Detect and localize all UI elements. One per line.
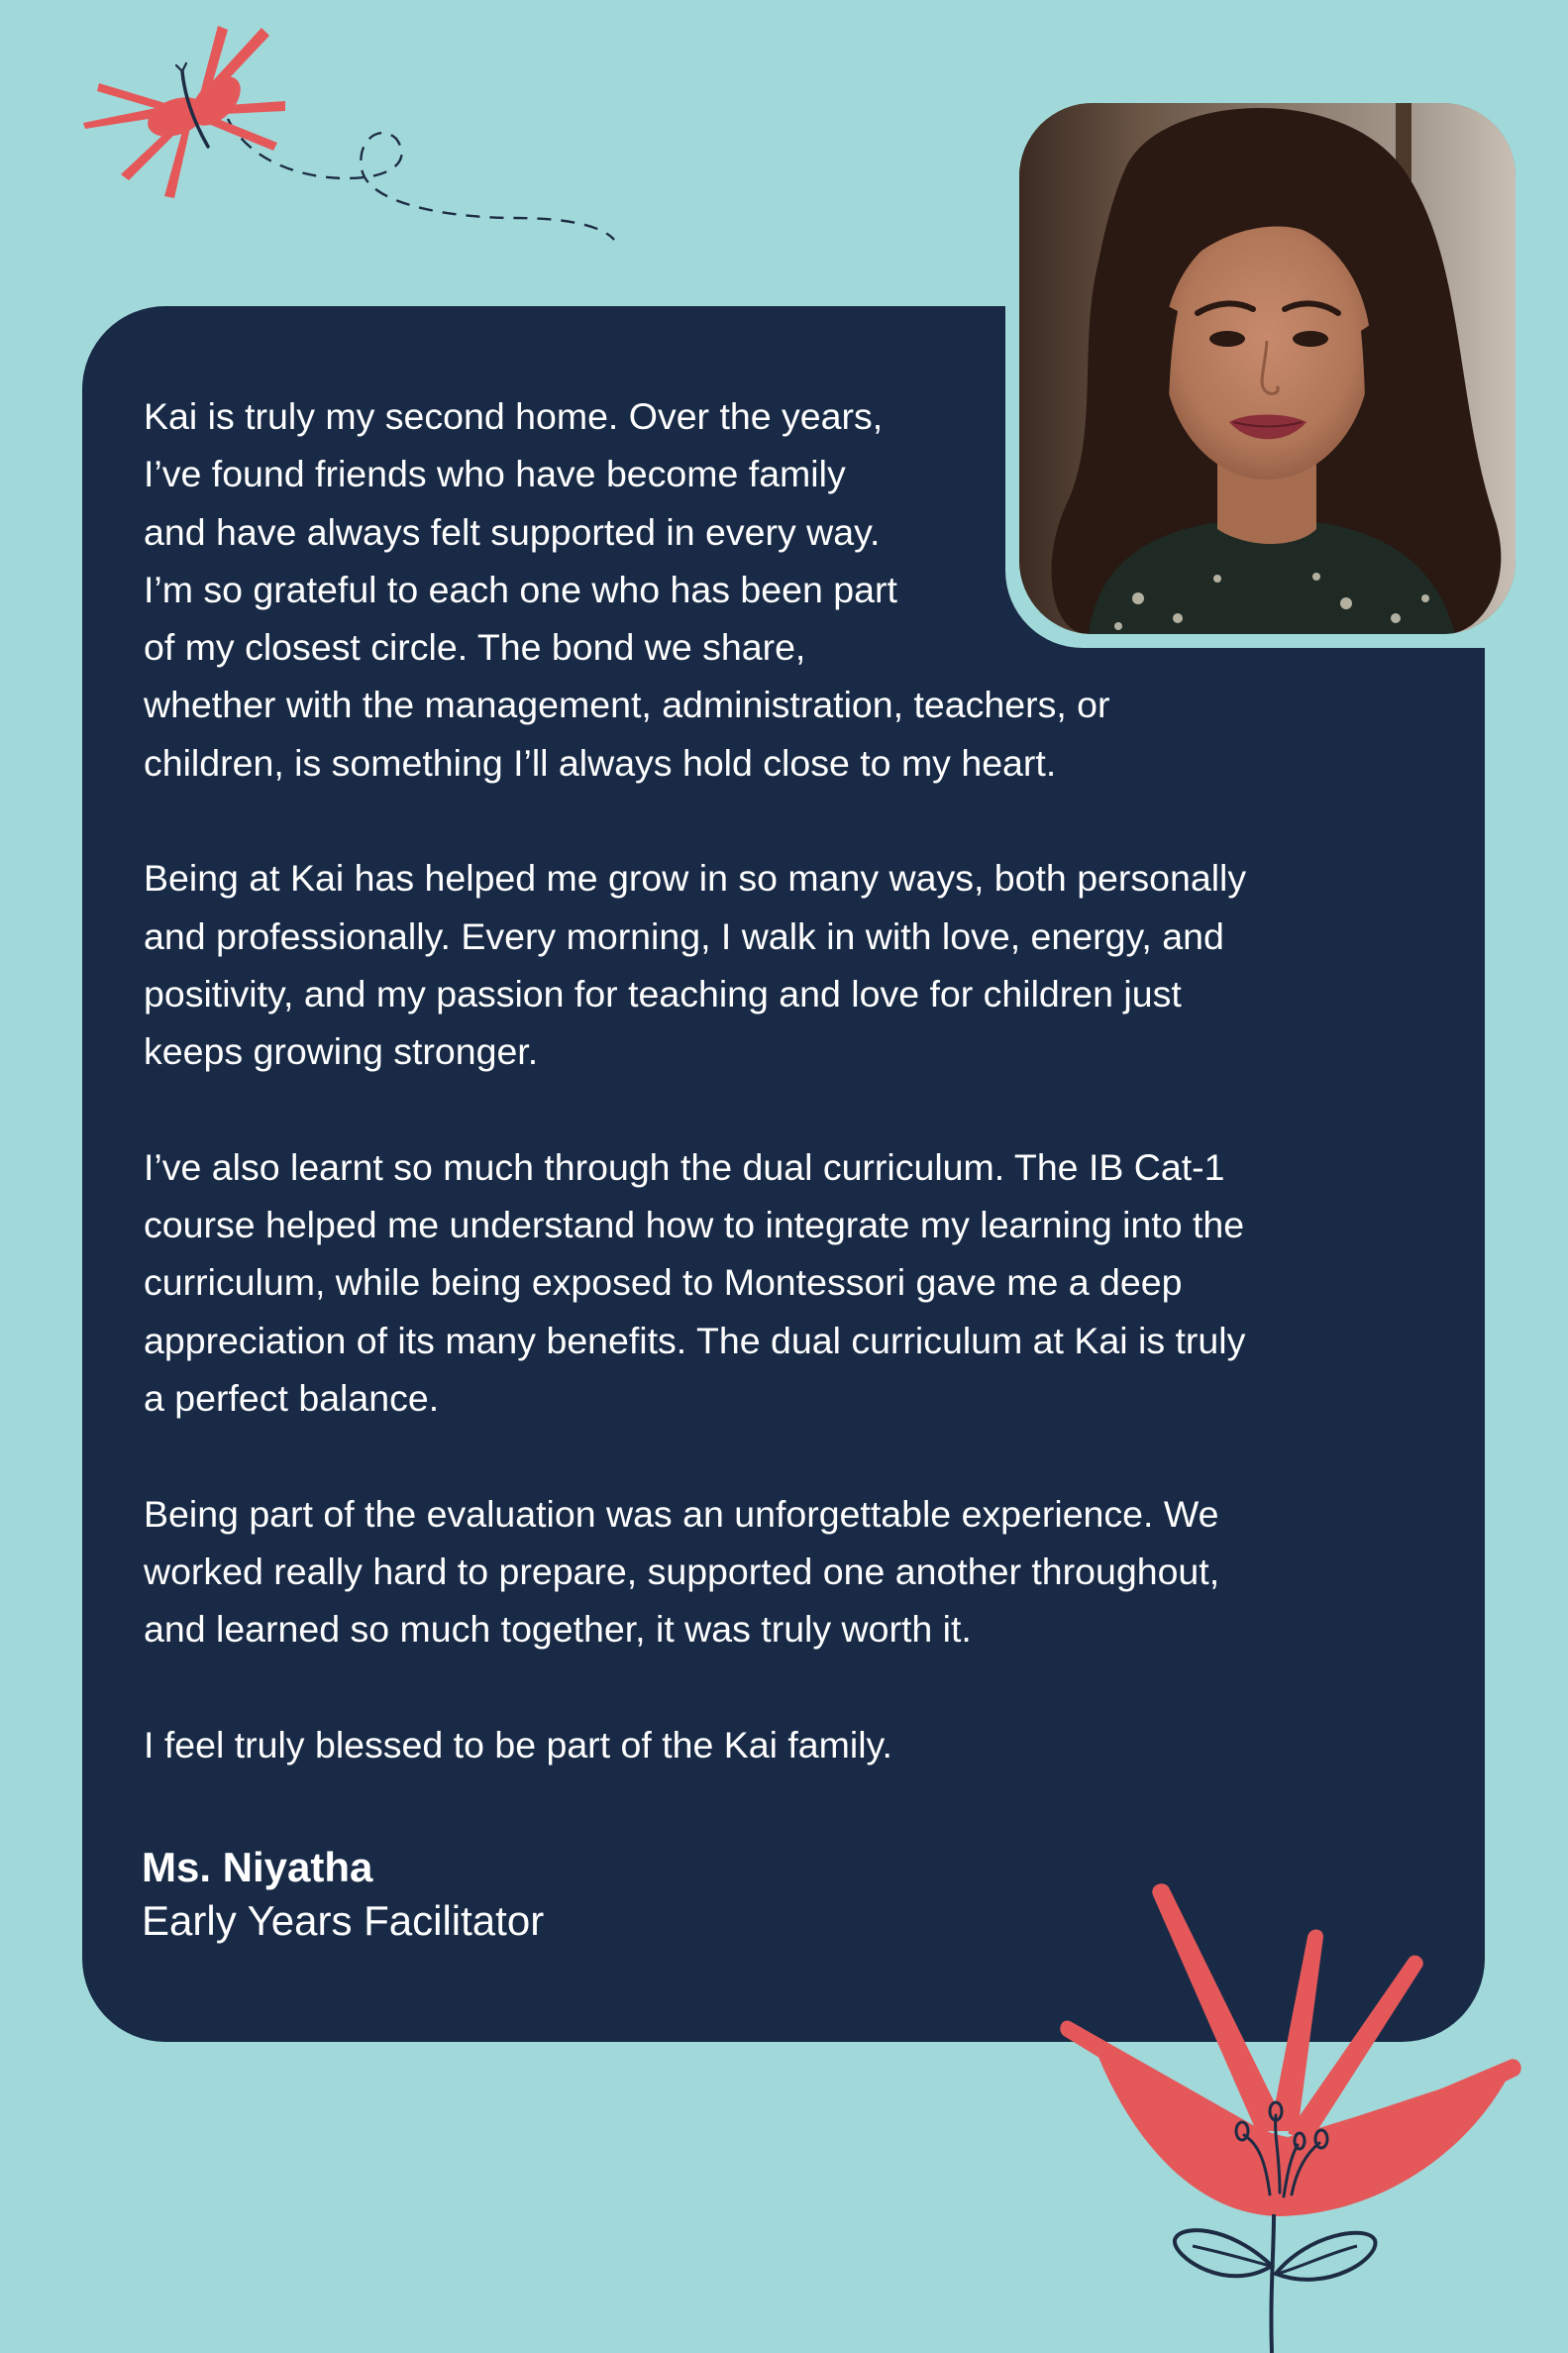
text-line: keeps growing stronger.: [144, 1030, 539, 1073]
text-line: and professionally. Every morning, I walk in with love, energy, and: [144, 914, 1224, 957]
text-line: and learned so much together, it was truly worth it.: [144, 1608, 972, 1651]
text-line: curriculum, while being exposed to Montessori gave me a deep: [144, 1261, 1183, 1304]
text-line: appreciation of its many benefits. The dual curriculum at Kai is truly: [144, 1319, 1246, 1361]
flower-icon: [1050, 1877, 1525, 2353]
text-line: I’m so grateful to each one who has been part: [144, 568, 897, 610]
text-line: positivity, and my passion for teaching and love for children just: [144, 972, 1182, 1015]
text-line: Being part of the evaluation was an unforgettable experience. We: [144, 1492, 1219, 1535]
text-line: children, is something I’ll always hold close to my heart.: [144, 741, 1057, 784]
text-line: and have always felt supported in every way.: [144, 510, 881, 553]
paragraph-5: [144, 1716, 1402, 1773]
text-line: course helped me understand how to integrate my learning into the: [144, 1204, 1245, 1246]
text-line: whether with the management, administration, teachers, or: [144, 684, 1110, 726]
signature: [142, 1841, 544, 1948]
author-name: Ms. Niyatha: [142, 1844, 373, 1890]
paragraph-2: [144, 849, 1402, 1080]
author-role: Early Years Facilitator: [142, 1897, 545, 1944]
paragraph-1: [144, 387, 1402, 792]
testimonial-text: [144, 387, 1402, 1831]
butterfly-icon: [69, 20, 624, 317]
text-line: Being at Kai has helped me grow in so many ways, both personally: [144, 857, 1247, 900]
text-line: a perfect balance.: [144, 1377, 440, 1420]
text-line: I’ve found friends who have become family: [144, 453, 846, 495]
paragraph-4: [144, 1485, 1402, 1658]
text-line: Kai is truly my second home. Over the years,: [144, 395, 884, 437]
paragraph-3: [144, 1138, 1402, 1427]
text-line: I’ve also learnt so much through the dual curriculum. The IB Cat-1: [144, 1145, 1225, 1188]
text-line: worked really hard to prepare, supported one another throughout,: [144, 1550, 1220, 1592]
text-line: of my closest circle. The bond we share,: [144, 626, 806, 669]
text-line: I feel truly blessed to be part of the Kai family.: [144, 1723, 892, 1765]
